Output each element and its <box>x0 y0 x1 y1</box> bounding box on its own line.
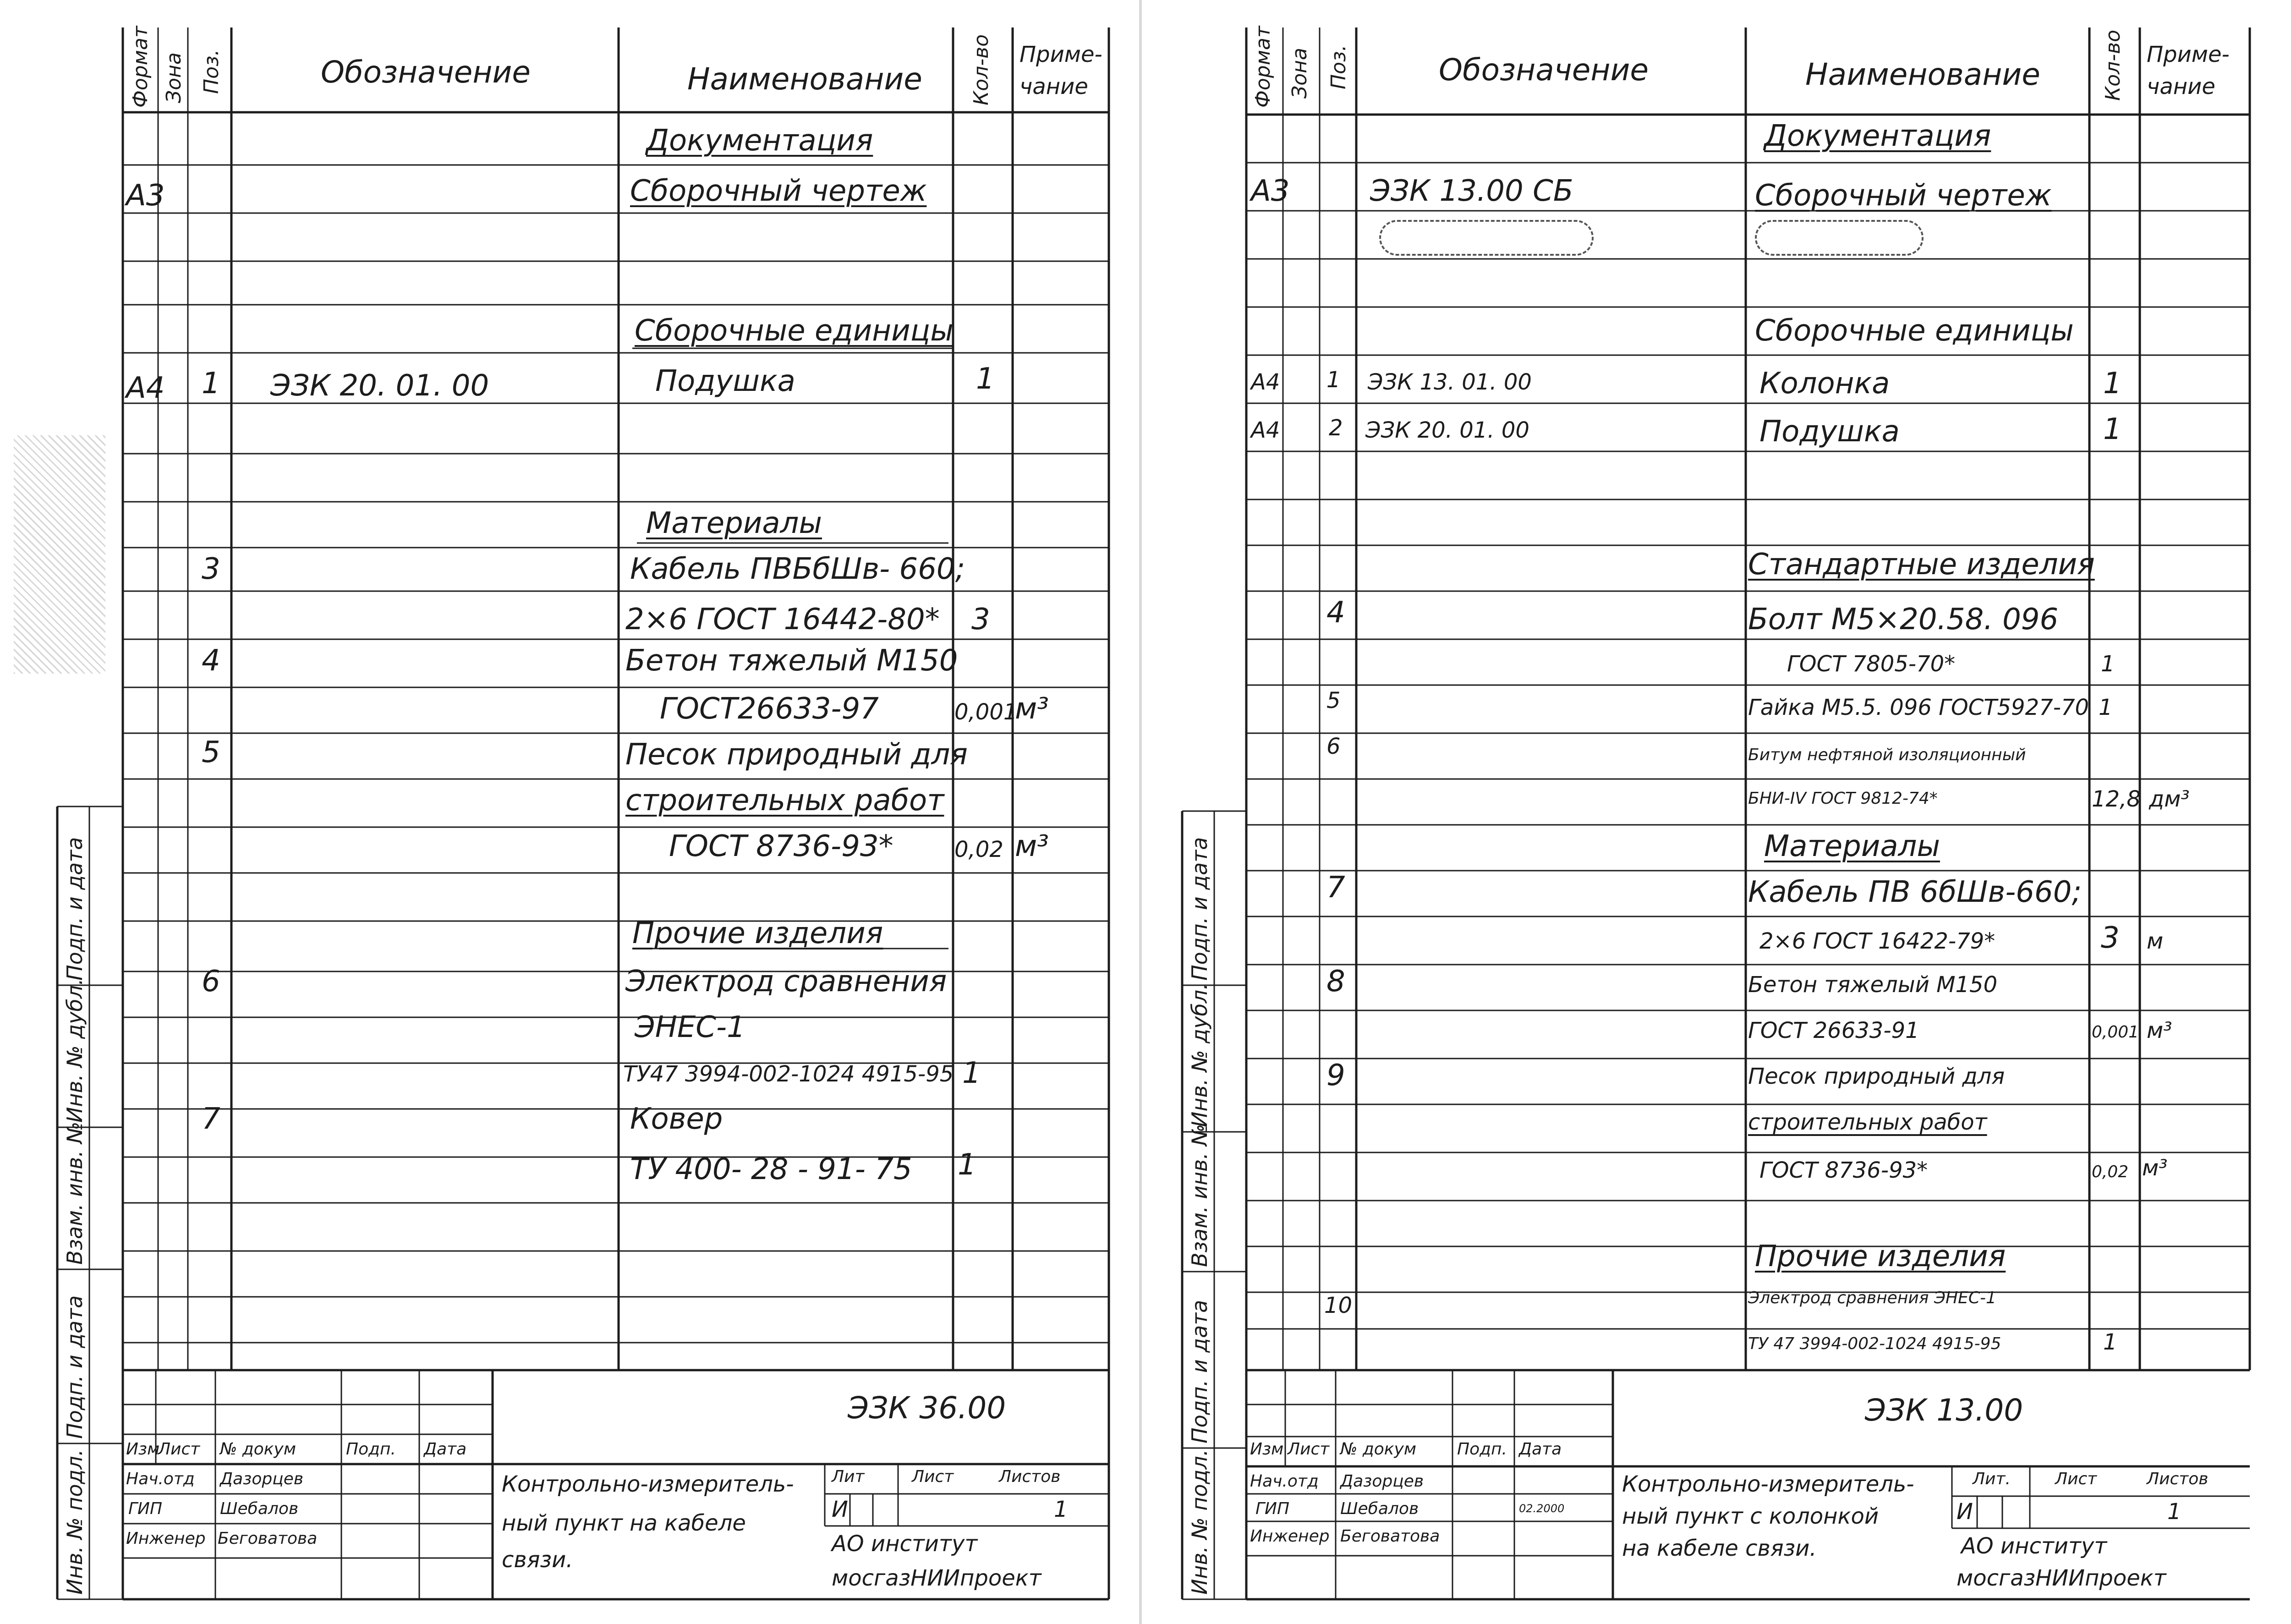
stamp-role: Инженер <box>126 1529 206 1548</box>
side-label-orig-inv: Инв. № подл. <box>62 1449 87 1595</box>
row-format: А4 <box>1251 417 1280 443</box>
row-qty: 1 <box>2101 651 2115 677</box>
stamp-col-sign: Подп. <box>1457 1440 1507 1459</box>
row-pos: 1 <box>202 367 220 401</box>
stamp-role: Нач.отд <box>1250 1472 1319 1491</box>
stamp-date: 02.2000 <box>1519 1502 1565 1515</box>
side-label-dup-inv: Инв. № дубл. <box>1187 983 1212 1127</box>
row-pos: 3 <box>202 552 220 586</box>
stamp-sheet-label: Лист <box>912 1467 954 1486</box>
row-format: А4 <box>1251 369 1280 395</box>
stamp-role: Нач.отд <box>126 1470 195 1488</box>
row-name: Песок природный для <box>625 738 968 772</box>
header-pos: Поз. <box>1327 44 1350 89</box>
row-name: Электрод сравнения ЭНЕС-1 <box>1748 1289 1996 1307</box>
stamp-person: Шебалов <box>220 1499 299 1518</box>
row-pos: 4 <box>1326 596 1345 630</box>
stamp-sheets-label: Листов <box>999 1467 1061 1486</box>
row-qty: 1 <box>958 1148 976 1182</box>
row-pos: 2 <box>1329 415 1343 441</box>
stamp-person: Дазорцев <box>220 1470 304 1488</box>
section-other-items: Прочие изделия <box>1755 1240 2006 1273</box>
stamp-col-sheet: Лист <box>158 1440 200 1459</box>
row-format: А4 <box>126 371 165 405</box>
left-table-grid <box>0 0 1132 1624</box>
row-name: ГОСТ26633-97 <box>660 692 879 726</box>
stamp-lit: И <box>1957 1499 1973 1525</box>
row-qty: 0,02 <box>954 837 1003 862</box>
row-pos: 8 <box>1326 965 1345 999</box>
row-pos: 5 <box>202 735 220 769</box>
stamp-col-date: Дата <box>424 1440 467 1459</box>
spec-sheet-left <box>0 0 1132 1624</box>
row-qty: 3 <box>971 603 990 636</box>
row-name: ТУ 47 3994-002-1024 4915-95 <box>1748 1334 2001 1353</box>
side-label-sign-date-2: Подп. и дата <box>62 1295 87 1439</box>
stamp-org-line-1: АО институт <box>1961 1533 2107 1559</box>
row-name: 2×6 ГОСТ 16422-79* <box>1759 928 1995 954</box>
stamp-org-line-2: мосгазНИИпроект <box>1957 1565 2166 1591</box>
stamp-sheet-label: Лист <box>2055 1470 2097 1488</box>
row-name: Бетон тяжелый М150 <box>625 644 958 678</box>
row-name: ГОСТ 8736-93* <box>669 829 893 863</box>
stamp-person: Шебалов <box>1340 1499 1419 1518</box>
row-pos: 6 <box>202 965 220 999</box>
row-note: дм³ <box>2149 786 2190 812</box>
stamp-sheets: 1 <box>1054 1497 1068 1522</box>
row-qty: 0,001 <box>2092 1023 2139 1042</box>
header-name: Наименование <box>1805 57 2040 92</box>
stamp-col-doc-no: № докум <box>220 1440 296 1459</box>
row-name: ГОСТ 8736-93* <box>1759 1158 1928 1183</box>
stamp-role: Инженер <box>1250 1527 1330 1546</box>
side-label-sign-date: Подп. и дата <box>62 837 87 981</box>
row-name: ТУ 400- 28 - 91- 75 <box>630 1152 912 1186</box>
row-qty: 0,02 <box>2092 1163 2129 1181</box>
header-format: Формат <box>1251 26 1275 108</box>
row-note: м³ <box>1015 829 1049 863</box>
row-qty: 12,8 <box>2092 786 2141 812</box>
header-zone: Зона <box>1288 48 1311 99</box>
stamp-title-line-1: Контрольно-измеритель- <box>1622 1471 1914 1497</box>
row-note: м <box>2147 928 2164 954</box>
spec-sheet-right <box>1150 0 2291 1624</box>
row-qty: 1 <box>2099 695 2113 720</box>
scan-noise <box>14 435 105 674</box>
row-name: Песок природный для <box>1748 1064 2005 1089</box>
row-pos: 4 <box>202 644 220 678</box>
stamp-sheets: 1 <box>2167 1499 2181 1525</box>
row-qty: 1 <box>2103 1329 2117 1355</box>
header-zone: Зона <box>162 52 186 103</box>
row-name: Бетон тяжелый М150 <box>1748 972 1998 998</box>
header-format: Формат <box>129 26 152 108</box>
stamp-lit-label: Лит <box>832 1467 865 1486</box>
section-standard-items: Стандартные изделия <box>1748 548 2095 582</box>
stamp-title-line-2: ный пункт на кабеле <box>502 1510 746 1536</box>
side-label-repl-inv: Взам. инв. № <box>1187 1124 1212 1267</box>
row-qty: 1 <box>2103 367 2122 401</box>
right-table-grid <box>1150 0 2291 1624</box>
header-qty: Кол-во <box>970 34 993 105</box>
row-name: 2×6 ГОСТ 16442-80* <box>625 603 940 636</box>
row-name: Ковер <box>630 1102 723 1136</box>
side-label-sign-date: Подп. и дата <box>1187 837 1212 981</box>
stamp-org-line-1: АО институт <box>832 1531 978 1557</box>
stamp-lit-label: Лит. <box>1973 1470 2011 1488</box>
row-format: А3 <box>1251 174 1290 208</box>
row-name: Подушка <box>655 364 795 398</box>
row-name: ТУ47 3994-002-1024 4915-95 <box>623 1061 954 1087</box>
row-pos: 9 <box>1326 1059 1345 1092</box>
side-label-sign-date-2: Подп. и дата <box>1187 1300 1212 1443</box>
row-note: м³ <box>1015 692 1049 726</box>
side-label-dup-inv: Инв. № дубл. <box>62 978 87 1123</box>
stamp-person: Беговатова <box>1340 1527 1440 1546</box>
stamp-col-sheet: Лист <box>1288 1440 1330 1459</box>
section-assembly-units: Сборочные единицы <box>1755 314 2074 348</box>
section-documentation: Документация <box>646 124 873 158</box>
row-designation: ЭЗК 13. 01. 00 <box>1368 369 1532 395</box>
row-name: ГОСТ 7805-70* <box>1787 651 1956 677</box>
stamp-doc-code: ЭЗК 13.00 <box>1865 1393 2023 1428</box>
row-name: строительных работ <box>1748 1109 1987 1135</box>
stamp-title-line-3: на кабеле связи. <box>1622 1536 1817 1561</box>
row-name: Болт М5×20.58. 096 <box>1748 603 2059 636</box>
stamp-lit: И <box>832 1497 848 1522</box>
row-name: Сборочный чертеж <box>1755 179 2052 213</box>
section-assembly-units: Сборочные единицы <box>635 314 954 348</box>
erased-entry <box>1379 220 1594 256</box>
row-qty: 1 <box>2103 412 2122 446</box>
row-qty: 0,001 <box>954 699 1018 725</box>
row-pos: 10 <box>1324 1293 1353 1318</box>
row-format: А3 <box>126 179 165 213</box>
row-qty: 1 <box>962 1056 981 1090</box>
header-qty: Кол-во <box>2101 29 2125 101</box>
stamp-org-line-2: мосгазНИИпроект <box>832 1565 1041 1591</box>
row-designation: ЭЗК 20. 01. 00 <box>1365 417 1529 443</box>
row-pos: 5 <box>1326 688 1341 713</box>
row-pos: 1 <box>1326 367 1341 393</box>
side-label-repl-inv: Взам. инв. № <box>62 1121 87 1265</box>
row-name: Кабель ПВБбШв- 660; <box>630 552 965 586</box>
stamp-role: ГИП <box>128 1499 163 1518</box>
header-note-1: Приме- <box>1019 42 1102 67</box>
section-materials: Материалы <box>646 506 822 540</box>
stamp-title-line-2: ный пункт с колонкой <box>1622 1503 1879 1529</box>
section-other-items: Прочие изделия <box>632 916 883 950</box>
row-name: ЭНЕС-1 <box>635 1010 745 1044</box>
row-designation: ЭЗК 13.00 СБ <box>1370 174 1573 208</box>
sheet-gap <box>1139 0 1142 1624</box>
row-note: м³ <box>2147 1018 2172 1043</box>
row-note: м³ <box>2142 1155 2168 1181</box>
row-name: ГОСТ 26633-91 <box>1748 1018 1919 1043</box>
row-qty: 1 <box>976 362 995 396</box>
row-pos: 7 <box>1326 871 1345 905</box>
row-name: Подушка <box>1759 415 1900 449</box>
stamp-title-line-3: связи. <box>502 1547 573 1573</box>
header-pos: Поз. <box>200 49 223 94</box>
section-documentation: Документация <box>1764 119 1991 153</box>
erased-entry <box>1755 220 1924 256</box>
side-label-orig-inv: Инв. № подл. <box>1187 1449 1212 1595</box>
row-pos: 6 <box>1326 734 1341 759</box>
header-name: Наименование <box>687 61 922 97</box>
stamp-col-sign: Подп. <box>346 1440 396 1459</box>
header-designation: Обозначение <box>1439 52 1649 88</box>
row-name: Гайка М5.5. 096 ГОСТ5927-70 <box>1748 695 2089 720</box>
stamp-col-izm: Изм <box>1250 1440 1284 1459</box>
stamp-sheets-label: Листов <box>2147 1470 2209 1488</box>
header-designation: Обозначение <box>321 55 531 90</box>
row-name: Электрод сравнения <box>625 965 947 999</box>
row-pos: 7 <box>202 1102 220 1136</box>
row-qty: 3 <box>2101 921 2120 955</box>
stamp-role: ГИП <box>1255 1499 1290 1518</box>
row-name: Битум нефтяной изоляционный <box>1748 746 2026 764</box>
stamp-title-line-1: Контрольно-измеритель- <box>502 1471 794 1497</box>
stamp-doc-code: ЭЗК 36.00 <box>848 1390 1006 1426</box>
stamp-col-doc-no: № докум <box>1340 1440 1417 1459</box>
header-note-1: Приме- <box>2147 42 2230 67</box>
stamp-person: Беговатова <box>218 1529 318 1548</box>
stamp-person: Дазорцев <box>1340 1472 1424 1491</box>
header-note-2: чание <box>2147 74 2215 99</box>
row-name: Кабель ПВ 6бШв-660; <box>1748 875 2082 909</box>
header-note-2: чание <box>1019 74 1088 99</box>
row-name: Колонка <box>1759 367 1890 401</box>
row-designation: ЭЗК 20. 01. 00 <box>270 369 489 403</box>
stamp-col-date: Дата <box>1519 1440 1562 1459</box>
row-name: Сборочный чертеж <box>630 174 927 208</box>
stamp-col-izm: Изм <box>126 1440 160 1459</box>
row-name: строительных работ <box>625 784 944 817</box>
row-name: БНИ-IV ГОСТ 9812-74* <box>1748 789 1938 808</box>
section-materials: Материалы <box>1764 829 1940 863</box>
